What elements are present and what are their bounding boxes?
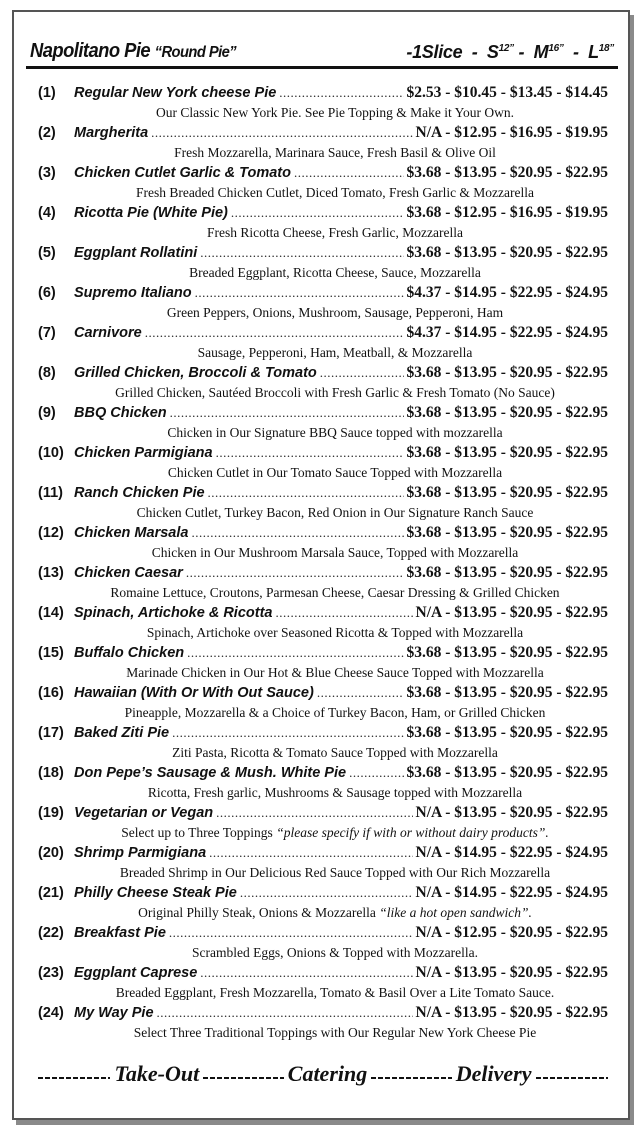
item-description: Original Philly Steak, Onions & Mozzarella “like a hot open sandwich”. <box>138 905 532 920</box>
item-price: N/A - $13.95 - $20.95 - $22.95 <box>415 964 608 981</box>
item-price: $4.37 - $14.95 - $22.95 - $24.95 <box>406 324 608 341</box>
menu-item <box>0 484 640 524</box>
menu-item <box>0 244 640 284</box>
item-number: (20) <box>38 845 64 861</box>
item-number: (2) <box>38 125 56 141</box>
item-name: Chicken Marsala <box>74 525 189 541</box>
item-description: Chicken Cutlet, Turkey Bacon, Red Onion in Our Signature Ranch Sauce <box>136 505 534 520</box>
item-name: Margherita <box>74 125 149 141</box>
item-note: “like a hot open sandwich”. <box>379 905 532 920</box>
menu-item <box>0 684 640 724</box>
item-description: Marinade Chicken in Our Hot & Blue Cheese Sauce Topped with Mozzarella <box>126 665 544 680</box>
item-name: Baked Ziti Pie <box>74 725 170 741</box>
menu-item <box>0 124 640 164</box>
item-description: Fresh Breaded Chicken Cutlet, Diced Tomato, Fresh Garlic & Mozzarella <box>135 185 535 200</box>
item-price: $3.68 - $13.95 - $20.95 - $22.95 <box>406 764 608 781</box>
leader-dots <box>151 125 412 141</box>
item-description: Chicken in Our Mushroom Marsala Sauce, Topped with Mozzarella <box>151 545 519 560</box>
item-name: Grilled Chicken, Broccoli & Tomato <box>74 365 317 381</box>
item-description: Ricotta, Fresh garlic, Mushrooms & Sausage topped with Mozzarella <box>147 785 523 800</box>
leader-dots <box>231 205 404 221</box>
item-number: (17) <box>38 725 64 741</box>
item-name: Supremo Italiano <box>74 285 192 301</box>
size-legend: -1Slice - $S^{12”} - M^{16”} - L^{18”}$ <box>406 42 614 62</box>
item-description: Breaded Eggplant, Ricotta Cheese, Sauce, Mozzarella <box>189 265 481 280</box>
item-name: Chicken Parmigiana <box>74 445 213 461</box>
item-number: (22) <box>38 925 64 941</box>
leader-dots <box>170 405 404 421</box>
leader-dots <box>279 85 403 101</box>
menu-title: Napolitano Pie “Round Pie” <box>30 40 237 62</box>
menu-item <box>0 404 640 444</box>
item-price: $3.68 - $13.95 - $20.95 - $22.95 <box>406 404 608 421</box>
leader-dots <box>294 165 404 181</box>
item-price: $3.68 - $13.95 - $20.95 - $22.95 <box>406 164 608 181</box>
item-price: $3.68 - $13.95 - $20.95 - $22.95 <box>406 444 608 461</box>
item-price: $3.68 - $13.95 - $20.95 - $22.95 <box>406 564 608 581</box>
item-name: Shrimp Parmigiana <box>74 845 207 861</box>
menu-item <box>0 724 640 764</box>
menu-item <box>0 284 640 324</box>
menu-item <box>0 964 640 1004</box>
item-name: Regular New York cheese Pie <box>74 85 277 101</box>
item-description: Chicken Cutlet in Our Tomato Sauce Topped with Mozzarella <box>167 465 503 480</box>
item-number: (1) <box>38 85 56 101</box>
leader-dots <box>157 1005 413 1021</box>
leader-dots <box>187 645 403 661</box>
item-number: (11) <box>38 485 63 501</box>
menu-item <box>0 804 640 844</box>
item-description: Romaine Lettuce, Croutons, Parmesan Cheese, Caesar Dressing & Grilled Chicken <box>110 585 560 600</box>
item-number: (21) <box>38 885 64 901</box>
item-number: (7) <box>38 325 56 341</box>
item-description: Pineapple, Mozzarella & a Choice of Turkey Bacon, Ham, or Grilled Chicken <box>124 705 546 720</box>
menu-item <box>0 204 640 244</box>
menu-item <box>0 324 640 364</box>
item-price: N/A - $14.95 - $22.95 - $24.95 <box>415 884 608 901</box>
leader-dots <box>145 325 404 341</box>
item-number: (4) <box>38 205 56 221</box>
item-name: Spinach, Artichoke & Ricotta <box>74 605 273 621</box>
menu-item <box>0 924 640 964</box>
item-name: Hawaiian (With Or With Out Sauce) <box>74 685 314 701</box>
menu-items <box>0 84 640 1044</box>
leader-dots <box>216 445 404 461</box>
item-number: (19) <box>38 805 64 821</box>
item-description: Select up to Three Toppings “please specify if with or without dairy products”. <box>121 825 549 840</box>
item-name: Chicken Cutlet Garlic & Tomato <box>74 165 291 181</box>
menu-item <box>0 444 640 484</box>
item-price: N/A - $14.95 - $22.95 - $24.95 <box>415 844 608 861</box>
menu-item <box>0 844 640 884</box>
item-name: Don Pepe’s Sausage & Mush. White Pie <box>74 765 347 781</box>
item-number: (3) <box>38 165 56 181</box>
leader-dots <box>209 845 412 861</box>
item-name: Ranch Chicken Pie <box>74 485 205 501</box>
item-number: (14) <box>38 605 64 621</box>
item-price: $3.68 - $13.95 - $20.95 - $22.95 <box>406 244 608 261</box>
item-price: N/A - $13.95 - $20.95 - $22.95 <box>415 604 608 621</box>
menu-item <box>0 644 640 684</box>
leader-dots <box>172 725 403 741</box>
item-description: Fresh Mozzarella, Marinara Sauce, Fresh Basil & Olive Oil <box>174 145 496 160</box>
menu-item <box>0 1004 640 1044</box>
item-price: $3.68 - $13.95 - $20.95 - $22.95 <box>406 524 608 541</box>
leader-dots <box>208 485 404 501</box>
footer-catering: Catering <box>287 1061 368 1086</box>
item-price: N/A - $13.95 - $20.95 - $22.95 <box>415 804 608 821</box>
item-price: $3.68 - $13.95 - $20.95 - $22.95 <box>406 724 608 741</box>
item-description: Grilled Chicken, Sautéed Broccoli with Fresh Garlic & Fresh Tomato (No Sauce) <box>115 385 555 400</box>
menu-item <box>0 524 640 564</box>
footer-delivery: Delivery <box>455 1061 532 1086</box>
item-description: Sausage, Pepperoni, Ham, Meatball, & Mozzarella <box>197 345 473 360</box>
item-number: (23) <box>38 965 64 981</box>
menu-item <box>0 84 640 124</box>
item-price: $3.68 - $13.95 - $20.95 - $22.95 <box>406 644 608 661</box>
menu-item <box>0 564 640 604</box>
leader-dots <box>240 885 413 901</box>
item-number: (16) <box>38 685 64 701</box>
item-number: (18) <box>38 765 64 781</box>
footer-takeout: Take-Out <box>114 1061 200 1086</box>
item-number: (5) <box>38 245 56 261</box>
item-note: “please specify if with or without dairy products”. <box>276 825 549 840</box>
item-price: $3.68 - $13.95 - $20.95 - $22.95 <box>406 484 608 501</box>
item-number: (6) <box>38 285 56 301</box>
item-description: Breaded Eggplant, Fresh Mozzarella, Tomato & Basil Over a Lite Tomato Sauce. <box>115 985 555 1000</box>
item-price: N/A - $13.95 - $20.95 - $22.95 <box>415 1004 608 1021</box>
leader-dots <box>317 685 404 701</box>
item-name: Buffalo Chicken <box>74 645 185 661</box>
item-name: My Way Pie <box>74 1005 154 1021</box>
item-name: Vegetarian or Vegan <box>74 805 214 821</box>
menu-subtitle: “Round Pie” <box>154 44 237 61</box>
menu-item <box>0 884 640 924</box>
item-description: Ziti Pasta, Ricotta & Tomato Sauce Topped with Mozzarella <box>172 745 498 760</box>
leader-dots <box>320 365 404 381</box>
leader-dots <box>216 805 412 821</box>
item-number: (9) <box>38 405 56 421</box>
menu-item <box>0 604 640 644</box>
item-price: $4.37 - $14.95 - $22.95 - $24.95 <box>406 284 608 301</box>
item-name: Eggplant Caprese <box>74 965 198 981</box>
item-number: (12) <box>38 525 64 541</box>
item-description: Spinach, Artichoke over Seasoned Ricotta & Topped with Mozzarella <box>146 625 524 640</box>
item-price: $2.53 - $10.45 - $13.45 - $14.45 <box>406 84 608 101</box>
item-description: Select Three Traditional Toppings with Our Regular New York Cheese Pie <box>133 1025 537 1040</box>
item-number: (8) <box>38 365 56 381</box>
item-description: Chicken in Our Signature BBQ Sauce topped with mozzarella <box>167 425 503 440</box>
item-price: $3.68 - $12.95 - $16.95 - $19.95 <box>406 204 608 221</box>
menu-item <box>0 164 640 204</box>
item-price: $3.68 - $13.95 - $20.95 - $22.95 <box>406 364 608 381</box>
leader-dots <box>186 565 404 581</box>
item-name: BBQ Chicken <box>74 405 167 421</box>
item-description: Fresh Ricotta Cheese, Fresh Garlic, Mozzarella <box>206 225 464 240</box>
leader-dots <box>169 925 413 941</box>
leader-dots <box>200 245 403 261</box>
item-number: (15) <box>38 645 64 661</box>
item-name: Ricotta Pie (White Pie) <box>74 205 228 221</box>
item-number: (24) <box>38 1005 64 1021</box>
item-price: N/A - $12.95 - $16.95 - $19.95 <box>415 124 608 141</box>
menu-item <box>0 364 640 404</box>
menu-item <box>0 764 640 804</box>
item-price: N/A - $12.95 - $20.95 - $22.95 <box>415 924 608 941</box>
item-name: Carnivore <box>74 325 142 341</box>
item-number: (10) <box>38 445 64 461</box>
item-name: Eggplant Rollatini <box>74 245 198 261</box>
item-number: (13) <box>38 565 64 581</box>
leader-dots <box>349 765 403 781</box>
leader-dots <box>200 965 412 981</box>
menu-header <box>26 26 618 69</box>
item-name: Breakfast Pie <box>74 925 166 941</box>
leader-dots <box>191 525 403 541</box>
item-description: Scrambled Eggs, Onions & Topped with Mozzarella. <box>192 945 478 960</box>
leader-dots <box>275 605 412 621</box>
item-description: Green Peppers, Onions, Mushroom, Sausage, Pepperoni, Ham <box>166 305 504 320</box>
item-description: Breaded Shrimp in Our Delicious Red Sauce Topped with Our Rich Mozzarella <box>119 865 551 880</box>
item-name: Chicken Caesar <box>74 565 183 581</box>
item-description: Our Classic New York Pie. See Pie Topping & Make it Your Own. <box>155 105 515 120</box>
item-price: $3.68 - $13.95 - $20.95 - $22.95 <box>406 684 608 701</box>
leader-dots <box>195 285 404 301</box>
menu-footer <box>34 1061 612 1087</box>
item-name: Philly Cheese Steak Pie <box>74 885 237 901</box>
